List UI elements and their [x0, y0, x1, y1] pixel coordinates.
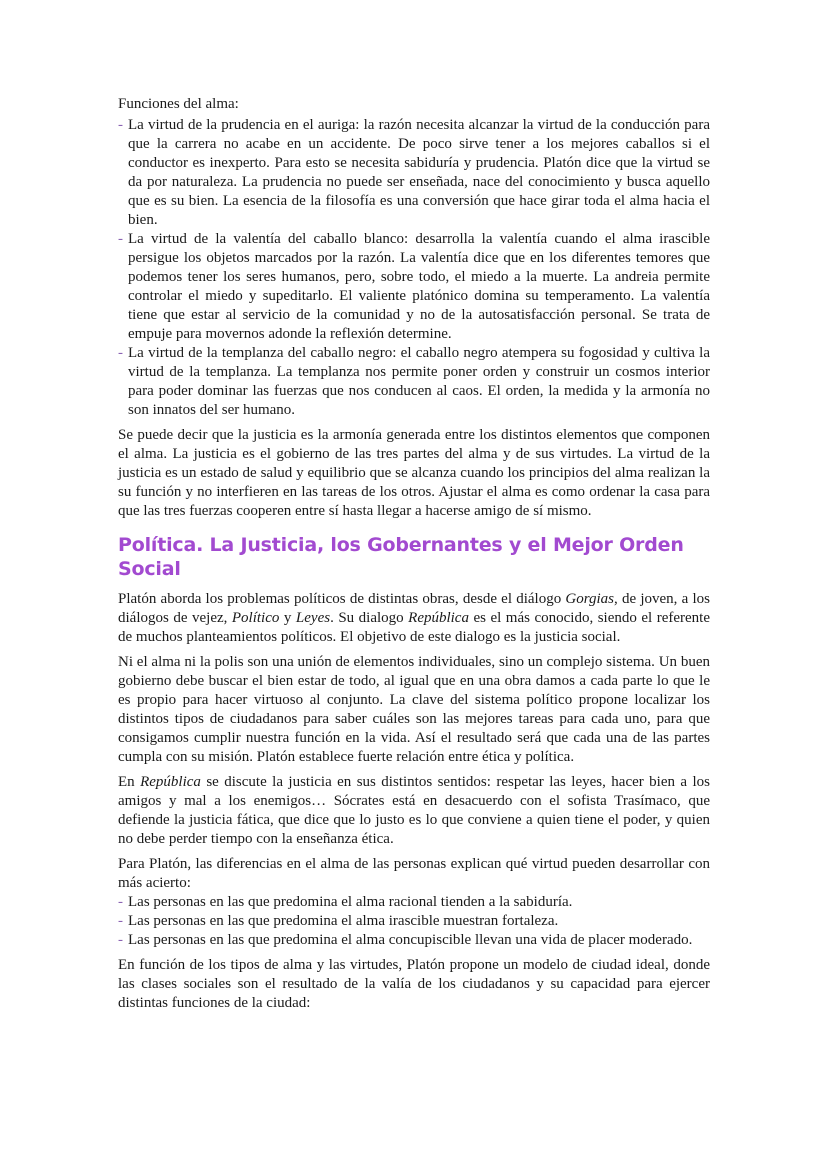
- list-item-templanza: - La virtud de la templanza del caballo negro: el caballo negro atempera su fogosidad y cultiva la virtud de la templanza. La templanza nos permite poner orden y construir un cosmos interior para poder dominar las fuerzas que nos conducen al caos. El orden, la medida y la armonía no son innatos del ser humano.: [118, 344, 710, 420]
- list-item-valentia: - La virtud de la valentía del caballo blanco: desarrolla la valentía cuando el alma irascible persigue los objetos marcados por la razón. La valentía dice que en los diferentes temores que podemos tener los seres humanos, pero, sobre todo, el miedo a la muerte. La andreia permite controlar el miedo y supeditarlo. El valiente platónico domina su temperamento. La valentía tiene que estar al servicio de la comunidad y no de la autosatisfacción personal. Se trata de empuje para movernos adonde la reflexión determine.: [118, 230, 710, 344]
- list-item-racional: - Las personas en las que predomina el alma racional tienden a la sabiduría.: [118, 893, 710, 912]
- work-title-republica: República: [408, 610, 469, 626]
- funciones-list: [118, 116, 710, 420]
- politica-paragraph-5: En función de los tipos de alma y las virtudes, Platón propone un modelo de ciudad ideal, donde las clases sociales son el resultado de la valía de los ciudadanos y su capacidad para ejercer distintas funciones de la ciudad:: [118, 957, 710, 1011]
- work-title-gorgias: Gorgias: [565, 591, 615, 607]
- justicia-paragraph: Se puede decir que la justicia es la armonía generada entre los distintos elementos que componen el alma. La justicia es el gobierno de las tres partes del alma y de sus virtudes. La virtud de la justicia es un estado de salud y equilibrio que se alcanza cuando los principios del alma realizan la su función y no interfieren en las tareas de los otros. Ajustar el alma es como ordenar la casa para que las tres fuerzas cooperen entre sí hasta llegar a hacerse amigo de sí mismo.: [118, 427, 710, 519]
- politica-paragraph-2: Ni el alma ni la polis son una unión de elementos individuales, sino un complejo sistema. Un buen gobierno debe buscar el bien estar de todo, al igual que en una obra damos a cada parte lo que le es propio para hacer virtuoso al conjunto. La clave del sistema político propone localizar los distintos tipos de ciudadanos para saber cuáles son las mejores tareas para cada uno, para que consigamos cumplir nuestra función en la vida. Así el resultado será que cada una de las partes cumpla con su misión. Platón establece fuerte relación entre ética y política.: [118, 654, 710, 765]
- list-item-irascible: - Las personas en las que predomina el alma irascible muestran fortaleza.: [118, 912, 710, 931]
- list-item-concupiscible: - Las personas en las que predomina el alma concupiscible llevan una vida de placer moderado.: [118, 931, 710, 950]
- work-title-politico: Político: [231, 610, 280, 626]
- work-title-leyes: Leyes: [295, 610, 331, 626]
- funciones-heading: Funciones del alma:: [118, 96, 239, 112]
- list-item-prudencia: - La virtud de la prudencia en el auriga: la razón necesita alcanzar la virtud de la conducción para que la carrera no acabe en un accidente. De poco sirve tener a los mejores caballos si el conductor es inexperto. Para esto se necesita sabiduría y prudencia. Platón dice que la virtud se da por naturaleza. La prudencia no puede ser enseñada, nace del conocimiento y busca aquello que es su bien. La esencia de la filosofía es una conversión que hace girar toda el alma hacia el bien.: [118, 116, 710, 230]
- work-title-republica: República: [140, 774, 201, 790]
- politica-paragraph-1: Platón aborda los problemas políticos de distintas obras, desde el diálogo Gorgias, de joven, a los diálogos de vejez, Político y Leyes. Su dialogo República es el más conocido, siendo el referente de muchos planteamientos políticos. El objetivo de este dialogo es la justicia social.: [118, 591, 710, 645]
- section-title-politica: Política. La Justicia, los Gobernantes y el Mejor Orden Social: [118, 534, 684, 580]
- politica-paragraph-3: En República se discute la justicia en sus distintos sentidos: respetar las leyes, hacer bien a los amigos y mal a los enemigos… Sócrates está en desacuerdo con el sofista Trasímaco, que defiende la justicia fática, que dice que lo justo es lo que conviene a quien tiene el poder, y quien no debe perder tiempo con la enseñanza ética.: [118, 774, 710, 847]
- alma-types-list: [118, 893, 710, 950]
- politica-paragraph-4: Para Platón, las diferencias en el alma de las personas explican qué virtud pueden desarrollar con más acierto:: [118, 856, 710, 891]
- page-content: [118, 95, 710, 1013]
